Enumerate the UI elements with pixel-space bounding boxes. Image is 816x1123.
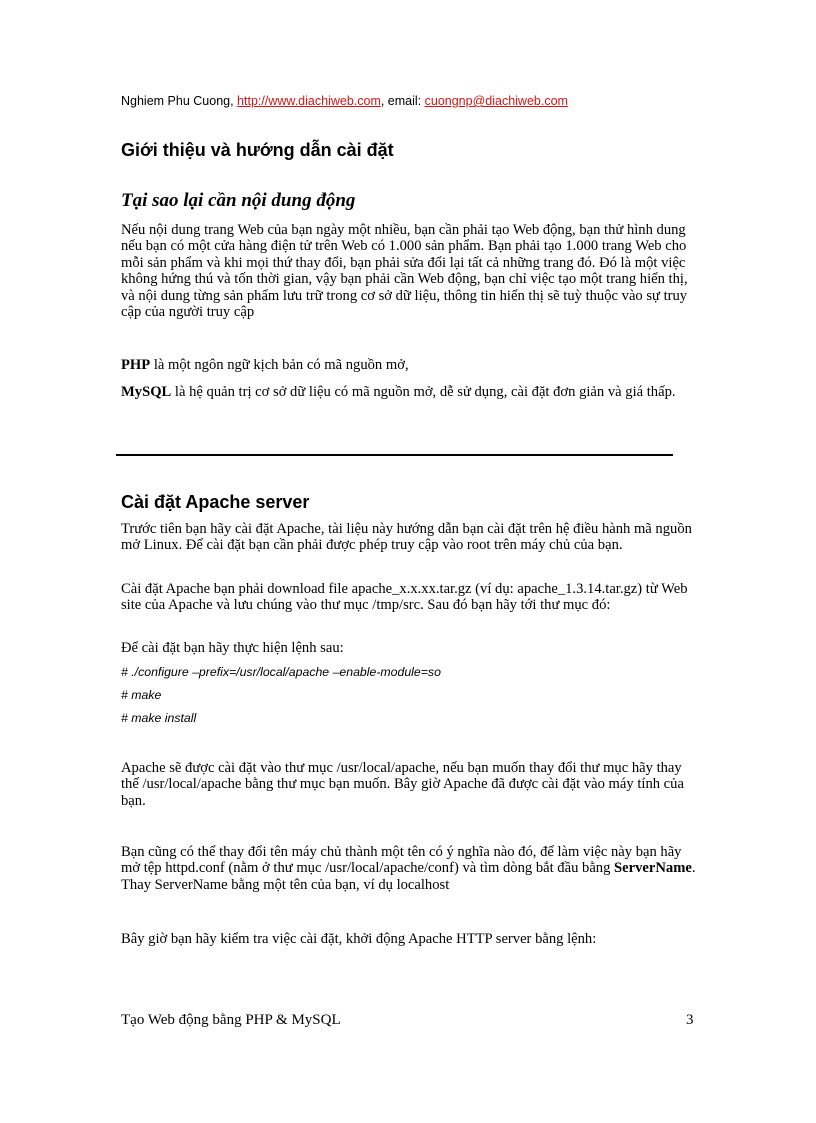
paragraph-servername (121, 844, 696, 893)
paragraph-apache-download: Cài đặt Apache bạn phải download file apache_x.x.xx.tar.gz (ví dụ: apache_1.3.14.tar.gz) từ Web site của Apache và lưu chúng vào thư mục /tmp/src. Sau đó bạn hãy tới thư mục đó: (121, 581, 688, 614)
mysql-description: là hệ quản trị cơ sở dữ liệu có mã nguồn mở, dễ sử dụng, cài đặt đơn giản và giá thấp. (171, 384, 676, 400)
section-title-intro: Giới thiệu và hướng dẫn cài đặt (121, 140, 394, 160)
servername-text-b: . Thay ServerName bằng một tên của bạn, ví dụ localhost (121, 860, 696, 893)
footer-title: Tạo Web động bằng PHP & MySQL (121, 1012, 341, 1028)
section-title-apache: Cài đặt Apache server (121, 492, 310, 512)
paragraph-apache-intro: Trước tiên bạn hãy cài đặt Apache, tài liệu này hướng dẫn bạn cài đặt trên hệ điều hành mã nguồn mở Linux. Để cài đặt bạn cần phải được phép truy cập vào root trên máy chủ của bạn. (121, 521, 692, 554)
paragraph-test-install: Bây giờ bạn hãy kiểm tra việc cài đặt, khởi động Apache HTTP server bằng lệnh: (121, 931, 597, 947)
header-author: Nghiem Phu Cuong, (121, 94, 238, 108)
command-make: # make (121, 688, 162, 702)
paragraph-install-command-intro: Để cài đặt bạn hãy thực hiện lệnh sau: (121, 640, 344, 656)
command-make-install: # make install (121, 711, 197, 725)
header-email-label: , email: (380, 94, 425, 108)
servername-text-a: Bạn cũng có thể thay đổi tên máy chủ thành một tên có ý nghĩa nào đó, để làm việc này bạn hãy mở tệp httpd.conf (nằm ở thư mục /usr/local/apache/conf) và tìm dòng bắt đầu bằng (121, 844, 682, 877)
paragraph-apache-installed: Apache sẽ được cài đặt vào thư mục /usr/local/apache, nếu bạn muốn thay đổi thư mục hãy thay thế /usr/local/apache bằng thư mục bạn muốn. Bây giờ Apache đã được cài đặt vào máy tính của bạn. (121, 760, 684, 809)
paragraph-dynamic-content: Nếu nội dung trang Web của bạn ngày một nhiều, bạn cần phải tạo Web động, bạn thử hình dung nếu bạn có một cửa hàng điện tử trên Web có 1.000 sản phẩm. Bạn phải tạo 1.000 trang Web cho mỗi sản phẩm và khi mọi thứ thay đổi, bạn phải sửa đổi lại tất cả những trang đó. Đó là một việc không hứng thú và tốn thời gian, vậy bạn phải cần Web động, bạn chỉ việc tạo một trang hiển thị, và nội dung từng sản phẩm lưu trữ trong cơ sở dữ liệu, thông tin hiển thị sẽ tuỳ thuộc vào sự truy cập của người truy cập (121, 222, 688, 321)
subsection-title-why-dynamic: Tại sao lại cần nội dung động (121, 190, 356, 211)
php-description: là một ngôn ngữ kịch bản có mã nguồn mở, (150, 357, 409, 373)
paragraph-php (121, 357, 696, 373)
page-number: 3 (686, 1012, 694, 1028)
term-mysql: MySQL (121, 384, 172, 400)
term-php: PHP (121, 357, 151, 373)
header-email-link[interactable]: cuongnp@diachiweb.com (424, 94, 568, 108)
page-header (121, 94, 568, 108)
header-website-link[interactable]: http://www.diachiweb.com (237, 94, 381, 108)
term-servername: ServerName (614, 860, 692, 877)
command-configure: # ./configure –prefix=/usr/local/apache –enable-module=so (121, 665, 441, 679)
paragraph-mysql (121, 384, 696, 400)
horizontal-divider (116, 454, 673, 456)
